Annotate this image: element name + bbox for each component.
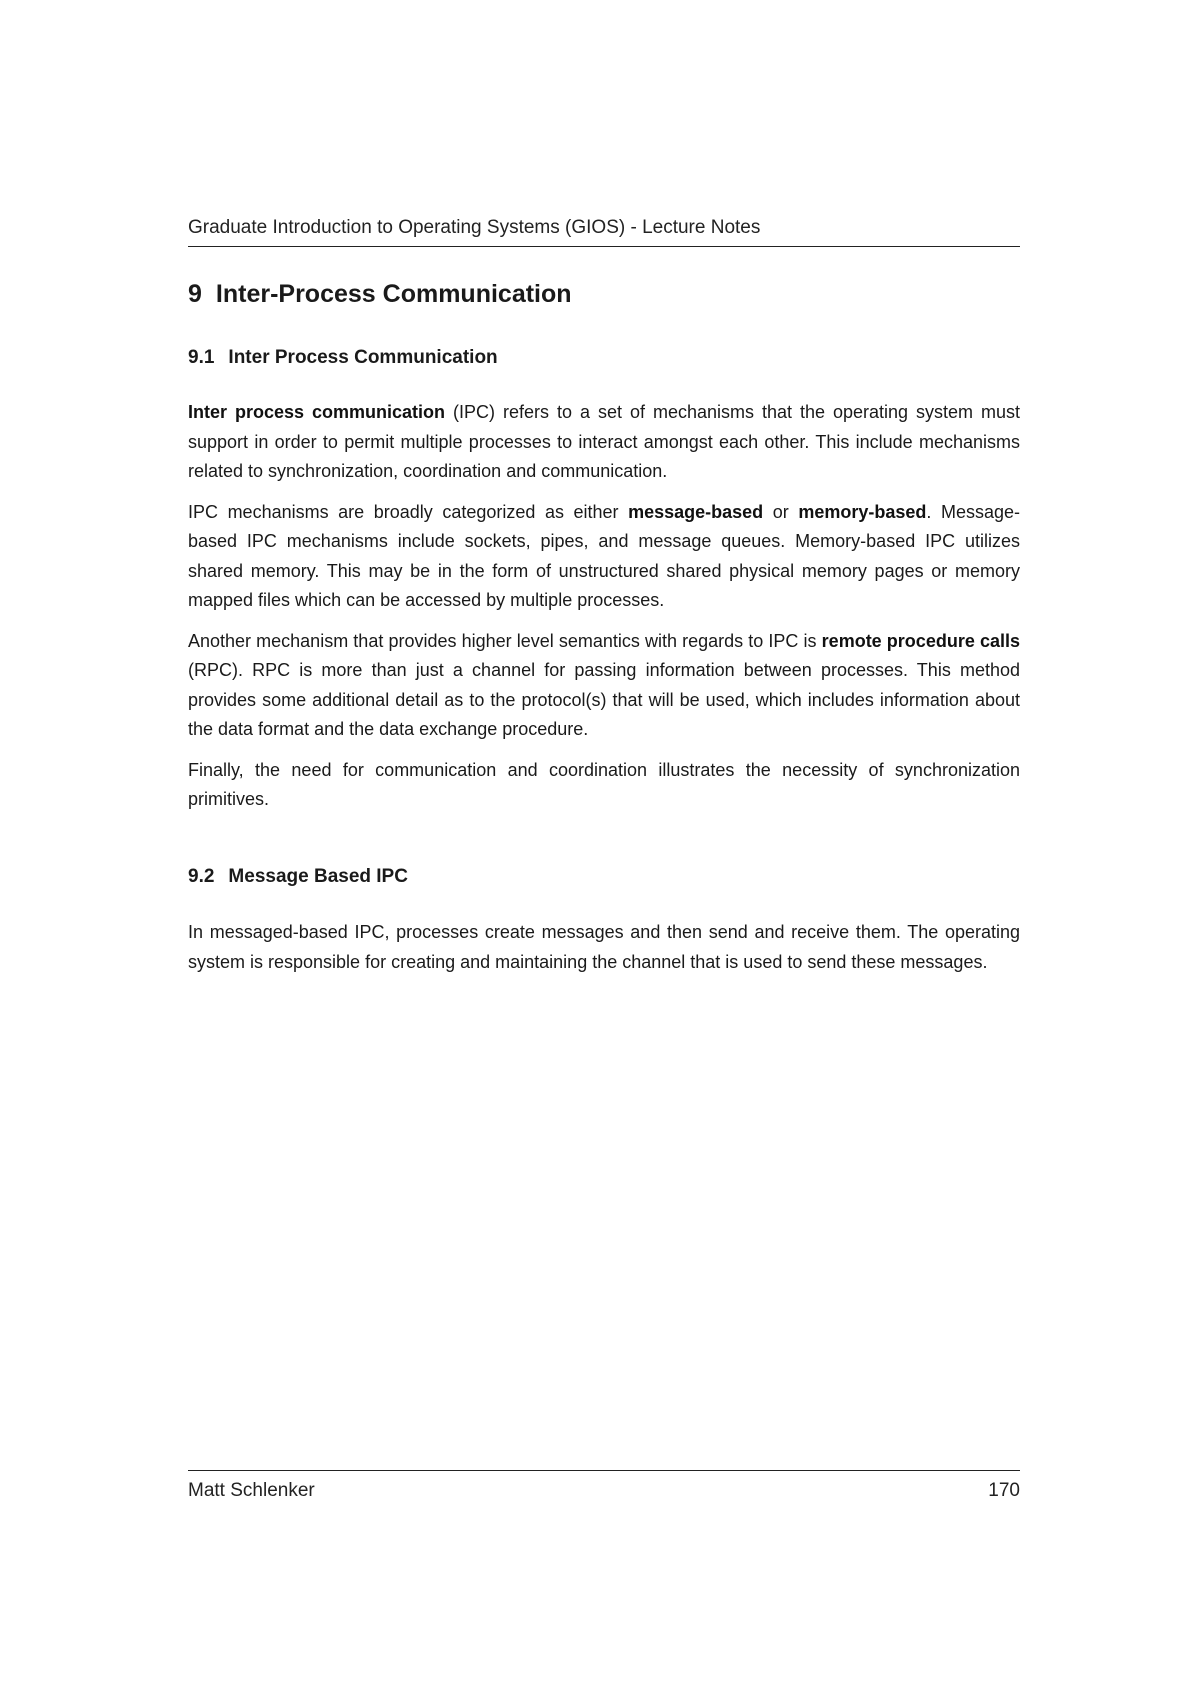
paragraph-message-based: In messaged-based IPC, processes create messages and then send and receive them. The operating system is responsible for creating and maintaining the channel that is used to send these messages. bbox=[188, 922, 1020, 972]
paragraph-ipc-categories: IPC mechanisms are broadly categorized as either message-based or memory-based. Message-based IPC mechanisms include sockets, pipes, and message queues. Memory-based IPC utilizes shared memory. This may be in the form of unstructured shared physical memory pages or memory mapped files which can be accessed by multiple processes. bbox=[188, 501, 1020, 610]
section-title-text: Inter Process Communication bbox=[228, 347, 498, 368]
section-title-9-2 bbox=[188, 864, 408, 890]
page-number: 170 bbox=[988, 1480, 1020, 1501]
bold-term: message-based bbox=[628, 501, 764, 522]
section-9-1-body bbox=[188, 398, 1020, 826]
chapter-title bbox=[188, 278, 572, 310]
paragraph-ipc-definition: Inter process communication (IPC) refers to a set of mechanisms that the operating system must support in order to permit multiple processes to interact amongst each other. This include mechanisms related to synchronization, coordination and communication. bbox=[188, 402, 1020, 481]
running-header bbox=[188, 216, 1020, 247]
section-number: 9.1 bbox=[188, 347, 215, 368]
footer-author: Matt Schlenker bbox=[188, 1480, 315, 1501]
bold-term: memory-based bbox=[798, 501, 927, 522]
section-number: 9.2 bbox=[188, 866, 215, 887]
bold-term: Inter process communication bbox=[188, 402, 446, 422]
running-footer bbox=[188, 1470, 1020, 1503]
paragraph-synchronization: Finally, the need for communication and coordination illustrates the necessity of synchronization primitives. bbox=[188, 759, 1020, 809]
running-header-title: Graduate Introduction to Operating Systems (GIOS) - Lecture Notes bbox=[188, 217, 761, 238]
paragraph-rpc: Another mechanism that provides higher level semantics with regards to IPC is remote procedure calls (RPC). RPC is more than just a channel for passing information between processes. This method provides some additional detail as to the protocol(s) that will be used, which includes information about the data format and the data exchange procedure. bbox=[188, 630, 1020, 739]
chapter-number: 9 bbox=[188, 280, 202, 308]
section-title-9-1 bbox=[188, 345, 498, 371]
section-title-text: Message Based IPC bbox=[228, 866, 408, 887]
chapter-title-text: Inter-Process Communication bbox=[215, 280, 572, 308]
document-page bbox=[188, 0, 1020, 1698]
section-9-2-body bbox=[188, 918, 1020, 988]
bold-term: remote procedure calls bbox=[821, 630, 1020, 651]
